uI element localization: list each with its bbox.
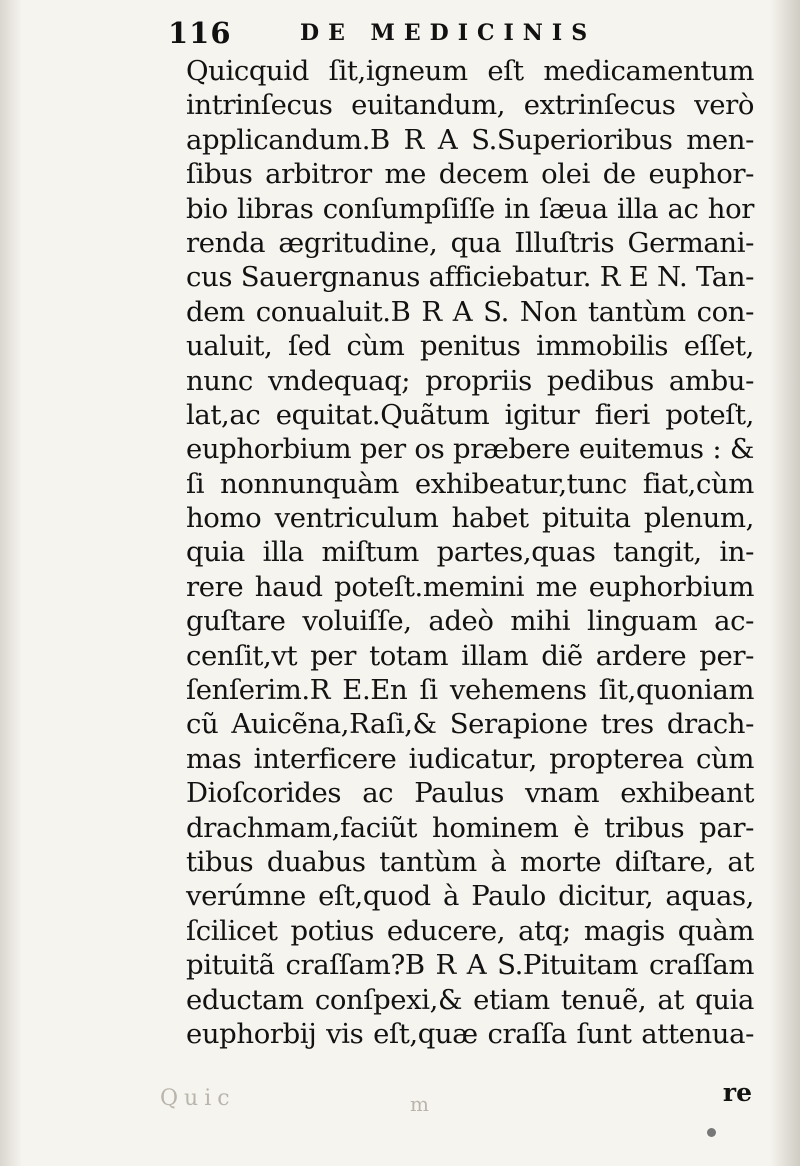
text-line: ſenſerim.R E.En ſi vehemens ſit,quoniam — [186, 674, 754, 707]
page-edge-shadow — [770, 0, 800, 1166]
page-number: 116 — [168, 16, 232, 50]
page-gutter-shadow — [0, 0, 22, 1166]
text-line: Quicquid ſit,igneum eſt medicamentum — [186, 55, 754, 87]
text-line: dem conualuit.B R A S. Non tantùm con- — [186, 295, 754, 328]
running-head: DE MEDICINIS — [300, 20, 597, 46]
body-text — [186, 54, 754, 1051]
text-line: homo ventriculum habet pituita plenum, — [186, 502, 754, 535]
text-line: Dioſcorides ac Paulus vnam exhibeant — [186, 777, 754, 810]
text-line: lat,ac equitat.Quãtum igitur fieri poteſt, — [186, 398, 754, 431]
text-line: cus Sauergnanus afficiebatur. R E N. Tan- — [186, 261, 754, 294]
text-line: tibus duabus tantùm à morte diſtare, at — [186, 845, 754, 878]
text-line: bio libras conſumpſiſſe in ſæua illa ac hor — [186, 192, 754, 225]
text-line: verúmne eſt,quod à Paulo dicitur, aquas, — [186, 880, 754, 913]
text-line: drachmam,faciũt hominem è tribus par- — [186, 811, 754, 844]
text-line: ſi nonnunquàm exhibeatur,tunc fiat,cùm — [186, 467, 754, 500]
ink-speck — [707, 1128, 716, 1137]
text-line: nunc vndequaq; propriis pedibus ambu- — [186, 364, 754, 397]
text-line: quia illa miſtum partes,quas tangit, in- — [186, 536, 754, 569]
bleed-through-text: m — [410, 1092, 429, 1116]
text-line: ſibus arbitror me decem olei de euphor- — [186, 158, 754, 191]
text-line: cenſit,vt per totam illam diẽ ardere per- — [186, 639, 754, 672]
page-header — [168, 12, 648, 52]
catchword: re — [722, 1078, 752, 1107]
text-line: euphorbium per os præbere euitemus : & — [186, 433, 754, 466]
text-line: ſcilicet potius educere, atq; magis quàm — [186, 914, 754, 947]
text-line: mas interficere iudicatur, propterea cùm — [186, 742, 754, 775]
text-line: rere haud poteſt.memini me euphorbium — [186, 570, 754, 603]
text-line: eductam conſpexi,& etiam tenuẽ, at quia — [186, 983, 754, 1016]
text-line: euphorbij vis eſt,quæ craſſa ſunt attenua- — [186, 1017, 754, 1050]
text-line: renda ægritudine, qua Illuſtris Germani- — [186, 226, 754, 259]
bleed-through-text: Quic — [160, 1086, 236, 1111]
text-line: intrinſecus euitandum, extrinſecus verò — [186, 89, 754, 122]
text-line: cũ Auicẽna,Raſi,& Serapione tres drach- — [186, 708, 754, 741]
text-line: ualuit, ſed cùm penitus immobilis eſſet, — [186, 330, 754, 363]
text-line: applicandum.B R A S.Superioribus men- — [186, 123, 754, 156]
text-line: guſtare voluiſſe, adeò mihi linguam ac- — [186, 605, 754, 638]
text-line: pituitã craſſam?B R A S.Pituitam craſſam — [186, 949, 754, 982]
